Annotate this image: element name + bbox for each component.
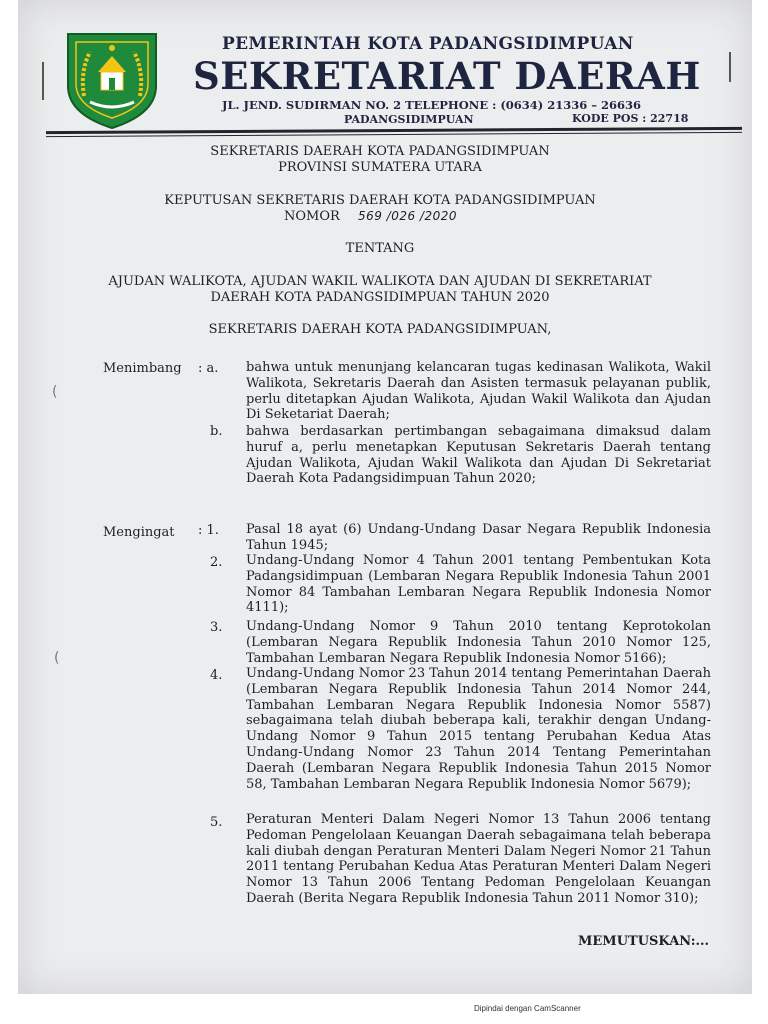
mengingat-item-1: Pasal 18 ayat (6) Undang-Undang Dasar Negara Republik Indonesia Tahun 1945; <box>246 522 711 553</box>
mengingat-mark-2: 2. <box>210 555 223 570</box>
letterhead-postcode: KODE POS : 22718 <box>572 112 689 125</box>
menimbang-item-a: bahwa untuk menunjang kelancaran tugas kedinasan Walikota, Wakil Walikota, Sekretaris Daerah dan Asisten termasuk pelayanan publik, perlu ditetapkan Ajudan Walikota, Ajudan Wakil Walikota dan Ajudan Di Seketariat Daerah; <box>246 360 711 423</box>
punch-mark: ( <box>52 384 58 400</box>
about-heading: TENTANG <box>345 241 415 256</box>
decree-heading: KEPUTUSAN SEKRETARIS DAERAH KOTA PADANGSIDIMPUAN <box>164 193 596 208</box>
issuer-heading: SEKRETARIS DAERAH KOTA PADANGSIDIMPUAN, <box>208 322 552 337</box>
mengingat-mark-4: 4. <box>210 668 223 683</box>
menimbang-separator: : a. <box>198 361 219 376</box>
decree-title-line-1: AJUDAN WALIKOTA, AJUDAN WAKIL WALIKOTA DAN AJUDAN DI SEKRETARIAT <box>108 274 652 289</box>
mengingat-item-3: Undang-Undang Nomor 9 Tahun 2010 tentang Keprotokolan (Lembaran Negara Republik Indonesia Tahun 2010 Nomor 125, Tambahan Lembaran Negara Republik Indonesia Nomor 5166); <box>246 619 711 666</box>
office-line-2: PROVINSI SUMATERA UTARA <box>278 160 482 175</box>
mengingat-label: Mengingat <box>103 525 175 540</box>
decree-number-handwritten: 569 /026 /2020 <box>357 209 457 223</box>
letterhead-office: SEKRETARIAT DAERAH <box>193 54 701 98</box>
punch-mark: ( <box>54 650 60 666</box>
mengingat-item-4: Undang-Undang Nomor 23 Tahun 2014 tentang Pemerintahan Daerah (Lembaran Negara Republik Indonesia Tahun 2014 Nomor 244, Tambahan Lembaran Negara Republik Indonesia Nomor 5587) sebagaimana telah diubah beberapa kali, terakhir dengan Undang-Undang Nomor 9 Tahun 2015 tentang Perubahan Kedua Atas Undang-Undang Nomor 23 Tahun 2014 Tentang Pemerintahan Daerah (Lembaran Negara Republik Indonesia Tahun 2015 Nomor 58, Tambahan Lembaran Negara Republik Indonesia Nomor 5679); <box>246 666 711 792</box>
binder-mark-right <box>729 52 731 82</box>
menimbang-label: Menimbang <box>103 361 182 376</box>
mengingat-mark-3: 3. <box>210 620 223 635</box>
mengingat-separator: : 1. <box>198 523 219 538</box>
menimbang-item-b: bahwa berdasarkan pertimbangan sebagaimana dimaksud dalam huruf a, perlu menetapkan Keputusan Sekretaris Daerah tentang Ajudan Walikota, Ajudan Wakil Walikota dan Ajudan Di Sekretariat Daerah Kota Padangsidimpuan Tahun 2020; <box>246 424 711 487</box>
letterhead-government: PEMERINTAH KOTA PADANGSIDIMPUAN <box>222 34 634 54</box>
letterhead-address: JL. JEND. SUDIRMAN NO. 2 TELEPHONE : (0634) 21336 – 26636 <box>222 98 642 112</box>
letterhead-city: PADANGSIDIMPUAN <box>344 113 474 126</box>
decree-number-label: NOMOR <box>284 209 340 224</box>
mengingat-item-2: Undang-Undang Nomor 4 Tahun 2001 tentang Pembentukan Kota Padangsidimpuan (Lembaran Negara Republik Indonesia Tahun 2001 Nomor 84 Tambahan Lembaran Negara Republik Indonesia Nomor 4111); <box>246 553 711 616</box>
continuation-marker: MEMUTUSKAN:... <box>578 934 710 949</box>
menimbang-mark-b: b. <box>210 424 223 439</box>
decree-number-line <box>284 209 457 224</box>
city-emblem-icon <box>62 26 162 130</box>
decree-title-line-2: DAERAH KOTA PADANGSIDIMPUAN TAHUN 2020 <box>210 290 550 305</box>
scanner-footer: Dipindai dengan CamScanner <box>474 1004 581 1013</box>
mengingat-item-5: Peraturan Menteri Dalam Negeri Nomor 13 Tahun 2006 tentang Pedoman Pengelolaan Keuangan Daerah sebagaimana telah beberapa kali diubah dengan Peraturan Menteri Dalam Negeri Nomor 21 Tahun 2011 tentang Perubahan Kedua Atas Peraturan Menteri Dalam Negeri Nomor 13 Tahun 2006 Tentang Pedoman Pengelolaan Keuangan Daerah (Berita Negara Republik Indonesia Tahun 2011 Nomor 310); <box>246 812 711 906</box>
mengingat-mark-5: 5. <box>210 815 223 830</box>
office-line-1: SEKRETARIS DAERAH KOTA PADANGSIDIMPUAN <box>210 144 550 159</box>
binder-mark-left <box>42 62 44 100</box>
